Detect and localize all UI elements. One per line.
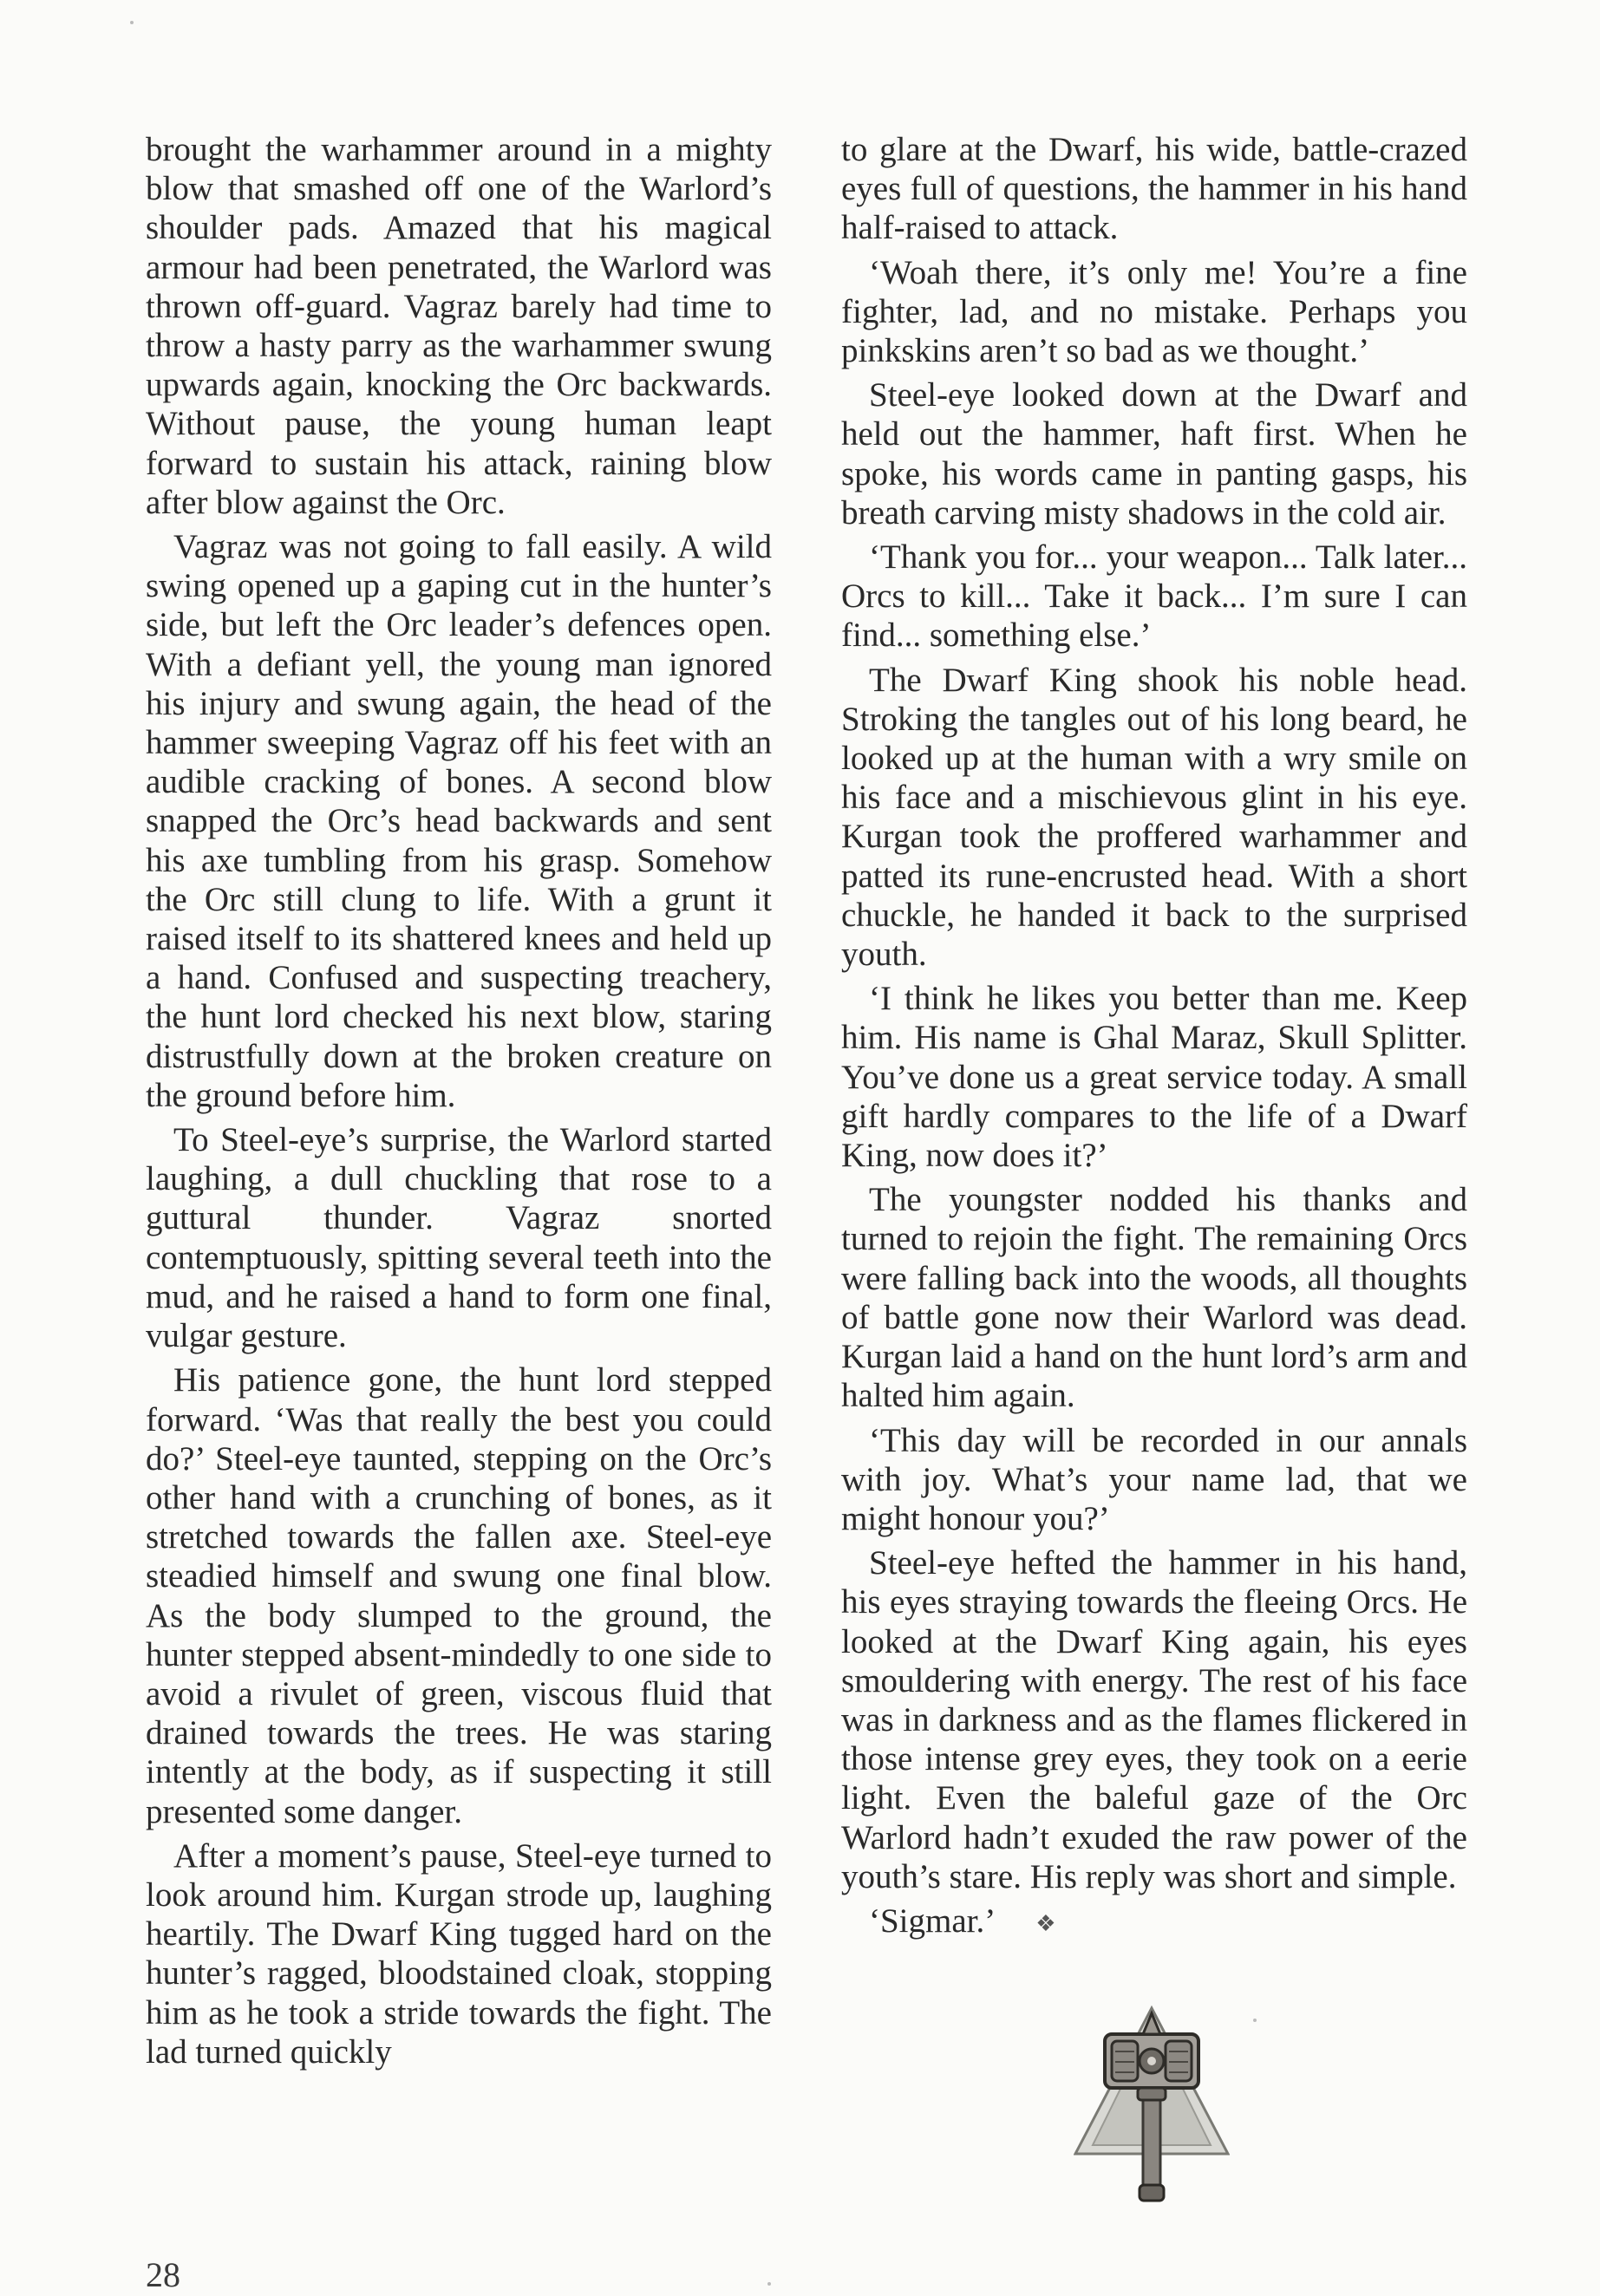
decorative-speck xyxy=(767,2282,771,2286)
paragraph: ‘This day will be recorded in our annals with joy. What’s your name lad, that we might honour you?’ xyxy=(841,1421,1467,1537)
paragraph: ‘Woah there, it’s only me! You’re a fine fighter, lad, and no mistake. Perhaps you pinkskins aren’t so bad as we thought.’ xyxy=(841,253,1467,370)
end-mark-icon: ❖ xyxy=(1035,1911,1056,1937)
final-paragraph xyxy=(841,1901,1467,1944)
page-number: 28 xyxy=(146,2255,180,2294)
paragraph: The Dwarf King shook his noble head. Stroking the tangles out of his long beard, he looked up at the human with a wry smile on his face and a mischievous glint in his eye. Kurgan took the proffered warhammer and patted its rune-encrusted head. With a short chuckle, he handed it back to the surprised youth. xyxy=(841,661,1467,974)
final-line: ‘Sigmar.’ xyxy=(869,1901,996,1940)
paragraph: to glare at the Dwarf, his wide, battle-crazed eyes full of questions, the hammer in his hand half-raised to attack. xyxy=(841,131,1467,247)
left-column xyxy=(146,130,772,2077)
warhammer-emblem-icon xyxy=(1074,2001,1230,2206)
paragraph: The youngster nodded his thanks and turned to rejoin the fight. The remaining Orcs were falling back into the woods, all thoughts of battle gone now their Warlord was dead. Kurgan laid a hand on the hunt lord’s arm and halted him again. xyxy=(841,1181,1467,1415)
decorative-speck xyxy=(1253,2019,1257,2022)
right-column xyxy=(841,130,1467,1949)
decorative-speck xyxy=(130,21,134,24)
paragraph: ‘Thank you for... your weapon... Talk later... Orcs to kill... Take it back... I’m sure I can find... something else.’ xyxy=(841,538,1467,655)
paragraph: Steel-eye looked down at the Dwarf and held out the hammer, haft first. When he spoke, his words came in panting gasps, his breath carving misty shadows in the cold air. xyxy=(841,376,1467,532)
paragraph: Steel-eye hefted the hammer in his hand, his eyes straying towards the fleeing Orcs. He looked at the Dwarf King again, his eyes smouldering with energy. The rest of his face was in darkness and as the flames flickered in those intense grey eyes, they took on a eerie light. Even the baleful gaze of the Orc Warlord hadn’t exuded the raw power of the youth’s stare. His reply was short and simple. xyxy=(841,1544,1467,1895)
paragraph: To Steel-eye’s surprise, the Warlord started laughing, a dull chuckling that rose to a guttural thunder. Vagraz snorted contemptuously, spitting several teeth into the mud, and he raised a hand to form one final, vulgar gesture. xyxy=(146,1121,772,1355)
paragraph: ‘I think he likes you better than me. Keep him. His name is Ghal Maraz, Skull Splitter. You’ve done us a great service today. A small gift hardly compares to the life of a Dwarf King, now does it?’ xyxy=(841,980,1467,1175)
paragraph: brought the warhammer around in a mighty blow that smashed off one of the Warlord’s shoulder pads. Amazed that his magical armour had been penetrated, the Warlord was thrown off-guard. Vagraz barely had time to throw a hasty parry as the warhammer swung upwards again, knocking the Orc backwards. Without pause, the young human leapt forward to sustain his attack, raining blow after blow against the Orc. xyxy=(146,131,772,521)
paragraph: After a moment’s pause, Steel-eye turned to look around him. Kurgan strode up, laughing heartily. The Dwarf King tugged hard on the hunter’s ragged, bloodstained cloak, stopping him as he took a stride towards the fight. The lad turned quickly xyxy=(146,1836,772,2071)
paragraph: His patience gone, the hunt lord stepped forward. ‘Was that really the best you could do?’ Steel-eye taunted, stepping on the Orc’s other hand with a crunching of bones, as it stretched towards the fallen axe. Steel-eye steadied himself and swung one final blow. As the body slumped to the ground, the hunter stepped absent-mindedly to one side to avoid a rivulet of green, viscous fluid that drained towards the trees. He was staring intently at the body, as if suspecting it still presented some danger. xyxy=(146,1361,772,1830)
paragraph: Vagraz was not going to fall easily. A wild swing opened up a gaping cut in the hunter’s side, but left the Orc leader’s defences open. With a defiant yell, the young man ignored his injury and swung again, the head of the hammer sweeping Vagraz off his feet with an audible cracking of bones. A second blow snapped the Orc’s head backwards and sent his axe tumbling from his grasp. Somehow the Orc still clung to life. With a grunt it raised itself to its shattered knees and held up a hand. Confused and suspecting treachery, the hunt lord checked his next blow, staring distrustfully down at the broken creature on the ground before him. xyxy=(146,528,772,1114)
